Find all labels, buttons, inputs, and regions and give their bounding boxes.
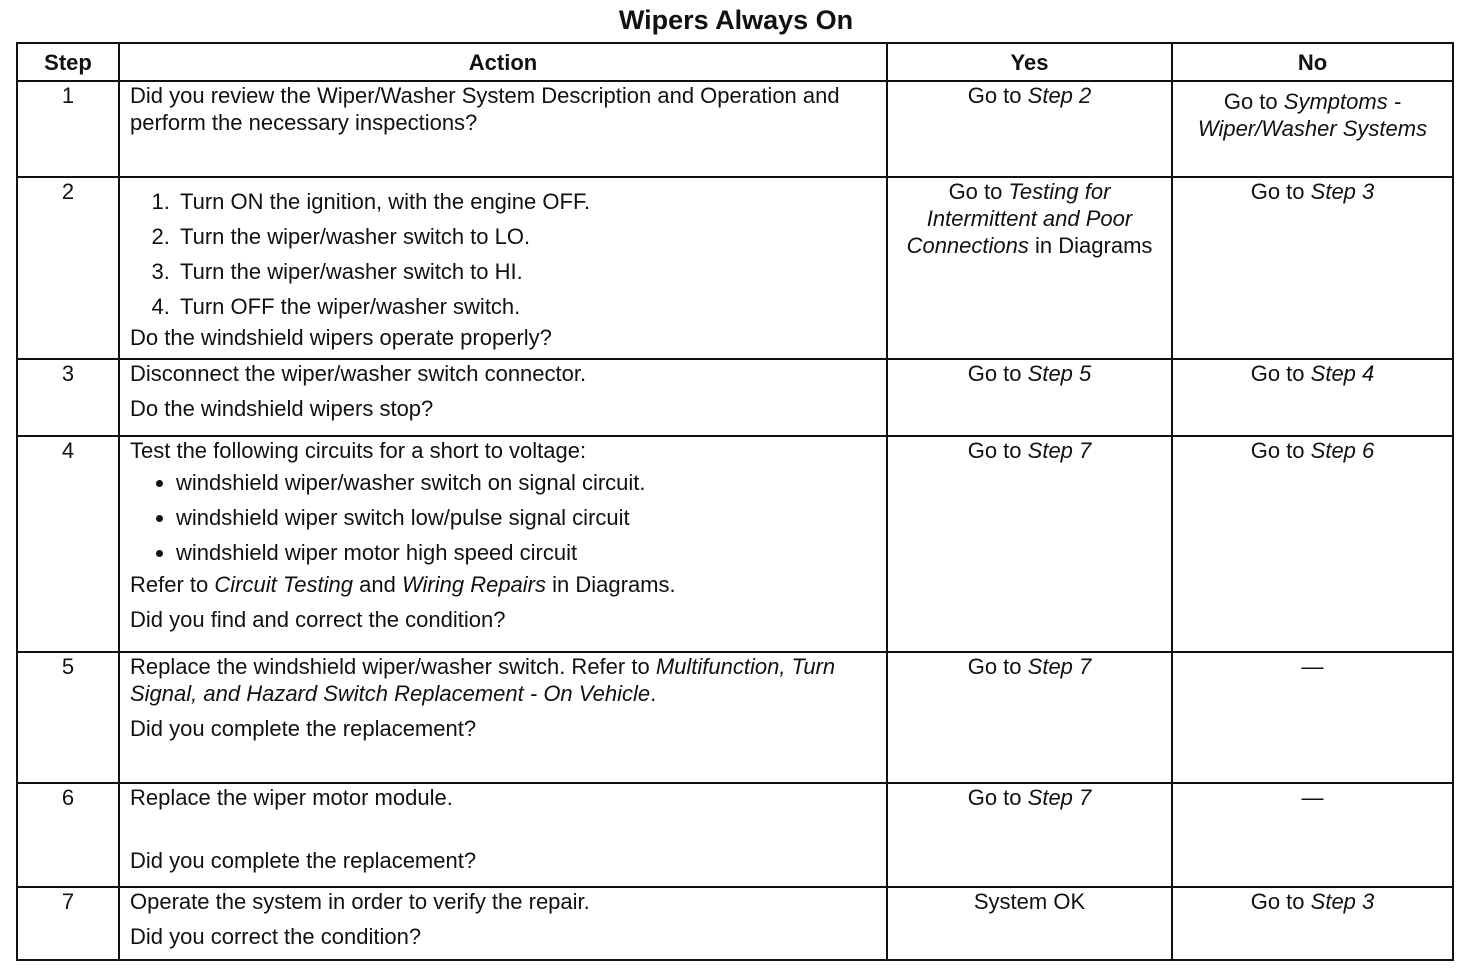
list-item: 2. Turn the wiper/washer switch to LO. — [176, 219, 876, 254]
table-row — [17, 887, 1453, 960]
header-row — [17, 43, 1453, 81]
action-cell — [119, 436, 887, 652]
no-cell: — — [1172, 652, 1453, 783]
header-step: Step — [17, 43, 119, 81]
question-text: Do the windshield wipers operate properly? — [130, 325, 552, 350]
no-reference: Step 3 — [1310, 179, 1375, 204]
list-item: 4. Turn OFF the wiper/washer switch. — [176, 289, 876, 324]
refer-and: and — [359, 572, 396, 597]
action-cell — [119, 177, 887, 359]
header-yes: Yes — [887, 43, 1172, 81]
no-reference: Symptoms - Wiper/Washer Systems — [1197, 89, 1428, 141]
no-cell — [1172, 436, 1453, 652]
action-cell — [119, 887, 887, 960]
question-text: Do the windshield wipers stop? — [130, 396, 434, 421]
no-reference: Step 4 — [1310, 361, 1375, 386]
list-item: 3. Turn the wiper/washer switch to HI. — [176, 254, 876, 289]
table-row — [17, 652, 1453, 783]
yes-reference: Step 5 — [1027, 361, 1092, 386]
in-label: in — [1035, 233, 1053, 258]
no-cell — [1172, 887, 1453, 960]
action-text: Operate the system in order to verify the repair. — [130, 889, 590, 914]
procedure-list — [130, 184, 876, 324]
yes-cell — [887, 652, 1172, 783]
yes-reference: Step 7 — [1027, 654, 1092, 679]
goto-label: Go to — [967, 83, 1022, 108]
action-text: Did you review the Wiper/Washer System Description and Operation and perform the necessary inspections? — [130, 83, 840, 135]
circuit-list — [130, 465, 876, 570]
goto-label: Go to — [1250, 438, 1305, 463]
step-number: 7 — [17, 887, 119, 960]
goto-label: Go to — [1250, 179, 1305, 204]
circuit-testing-reference: Circuit Testing — [214, 572, 353, 597]
list-item: • windshield wiper/washer switch on signal circuit. — [176, 465, 876, 500]
yes-cell — [887, 359, 1172, 436]
yes-cell — [887, 177, 1172, 359]
no-cell: — — [1172, 783, 1453, 887]
yes-reference-tail: Diagrams — [1058, 233, 1153, 258]
question-text: Did you find and correct the condition? — [130, 607, 506, 632]
replace-instruction: Replace the windshield wiper/washer switch. Refer to — [130, 654, 650, 679]
step-number: 5 — [17, 652, 119, 783]
goto-label: Go to — [1250, 361, 1305, 386]
yes-reference: Step 7 — [1027, 785, 1092, 810]
action-cell — [119, 359, 887, 436]
no-reference: Step 6 — [1310, 438, 1375, 463]
page-title: Wipers Always On — [618, 5, 854, 35]
action-text: Disconnect the wiper/washer switch connector. — [130, 361, 587, 386]
yes-cell — [887, 783, 1172, 887]
goto-label: Go to — [948, 179, 1003, 204]
action-text: Replace the wiper motor module. — [130, 785, 453, 810]
step-number: 3 — [17, 359, 119, 436]
action-cell — [119, 81, 887, 177]
question-text: Did you complete the replacement? — [130, 848, 477, 873]
table-row — [17, 359, 1453, 436]
no-cell — [1172, 359, 1453, 436]
goto-label: Go to — [967, 785, 1022, 810]
refer-tail: in Diagrams. — [552, 572, 676, 597]
yes-cell — [887, 436, 1172, 652]
list-item: • windshield wiper switch low/pulse signal circuit — [176, 500, 876, 535]
yes-reference: Testing for Intermittent and Poor Connections — [906, 179, 1133, 258]
goto-label: Go to — [1250, 889, 1305, 914]
no-reference: Step 3 — [1310, 889, 1375, 914]
step-number: 1 — [17, 81, 119, 177]
no-cell — [1172, 177, 1453, 359]
action-text: Test the following circuits for a short to voltage: — [130, 438, 587, 463]
question-text: Did you complete the replacement? — [130, 716, 477, 741]
header-action: Action — [119, 43, 887, 81]
yes-reference: Step 7 — [1027, 438, 1092, 463]
refer-prefix: Refer to — [130, 572, 209, 597]
question-text: Did you correct the condition? — [130, 924, 422, 949]
table-row — [17, 783, 1453, 887]
yes-cell — [887, 81, 1172, 177]
step-number: 2 — [17, 177, 119, 359]
header-no: No — [1172, 43, 1453, 81]
action-text — [130, 653, 876, 707]
table-row — [17, 177, 1453, 359]
table-row — [17, 81, 1453, 177]
goto-label: Go to — [1223, 89, 1278, 114]
no-cell — [1172, 81, 1453, 177]
list-item: • windshield wiper motor high speed circuit — [176, 535, 876, 570]
action-cell — [119, 783, 887, 887]
yes-reference: Step 2 — [1027, 83, 1092, 108]
reference-tail: . — [650, 681, 657, 706]
step-number: 4 — [17, 436, 119, 652]
diagnostic-table — [16, 42, 1454, 961]
goto-label: Go to — [967, 654, 1022, 679]
wiring-repairs-reference: Wiring Repairs — [401, 572, 547, 597]
yes-cell: System OK — [887, 887, 1172, 960]
step-number: 6 — [17, 783, 119, 887]
goto-label: Go to — [967, 361, 1022, 386]
goto-label: Go to — [967, 438, 1022, 463]
action-cell — [119, 652, 887, 783]
list-item: 1. Turn ON the ignition, with the engine OFF. — [176, 184, 876, 219]
procedure-reference: Multifunction, Turn Signal, and Hazard Switch Replacement - On Vehicle — [130, 654, 836, 706]
refer-text — [130, 571, 876, 598]
table-row — [17, 436, 1453, 652]
